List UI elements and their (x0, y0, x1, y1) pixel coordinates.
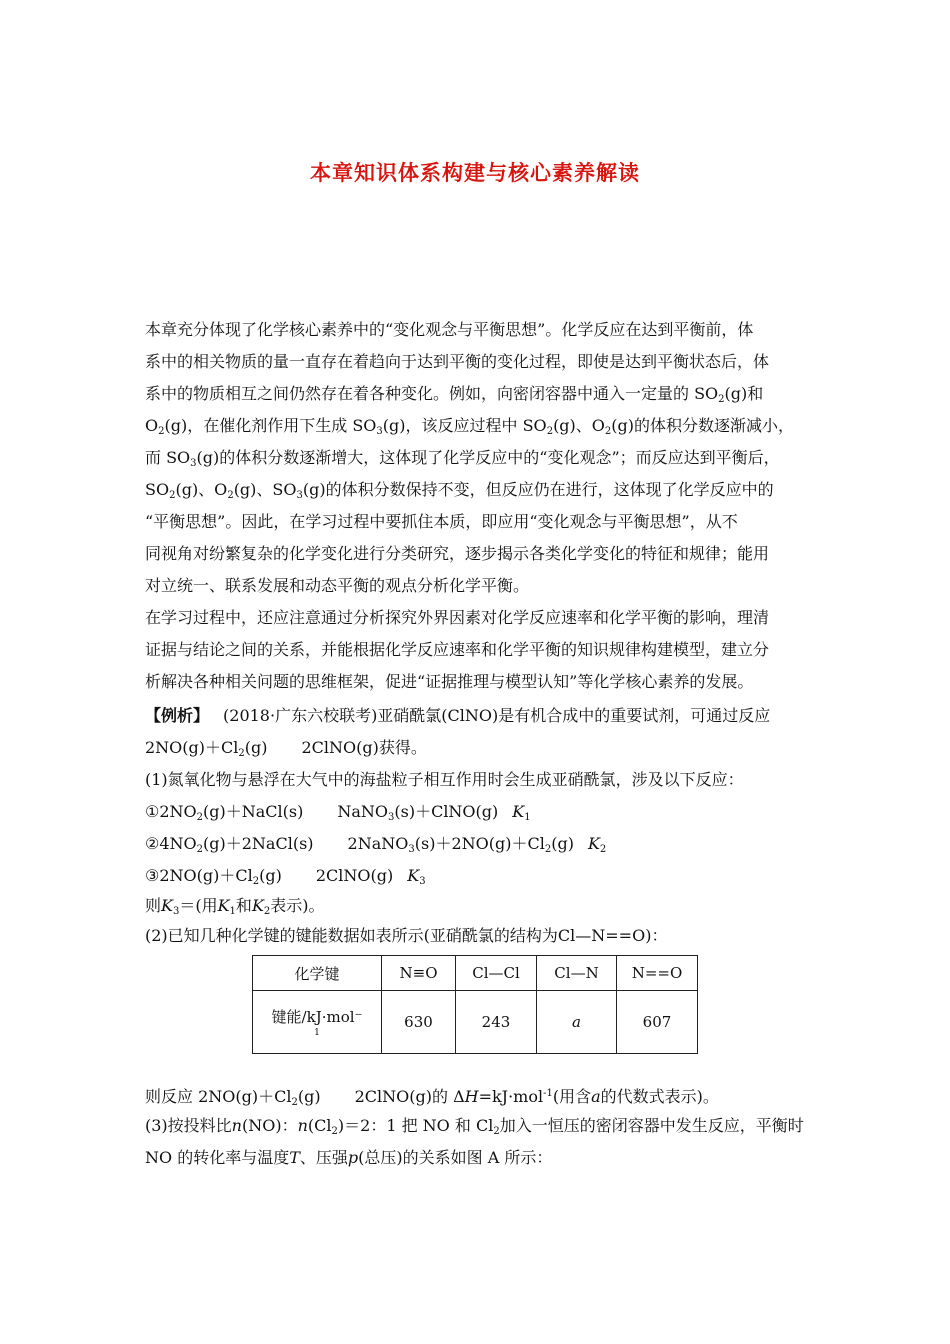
question-2: (2)已知几种化学键的键能数据如表所示(亚硝酰氯的结构为Cl—N==O)： (145, 926, 668, 945)
text-line: 系中的物质相互之间仍然存在着各种变化。例如，向密闭容器中通入一定量的 $SO_2(g)$和 (145, 384, 764, 405)
example-tag: 【例析】 (145, 706, 210, 725)
text-line: “平衡思想”。因此，在学习过程中要抓住本质，即应用“变化观念与平衡思想”，从不 (145, 512, 738, 531)
question-1-ask: 则$K_3=$(用$K_1$和$K_2$表示)。 (145, 896, 325, 917)
text-line: $O_2(g)$，在催化剂作用下生成 $SO_3(g)$，该反应过程中 $SO_2(g)$、$O_2(g)$的体积分数逐渐减小， (145, 416, 795, 437)
reaction-3: $③2NO(g)+Cl_2(g)$ 2ClNO(g) $K_3$ (145, 866, 426, 887)
table-header-cell: Cl—N (537, 956, 617, 991)
text-line: 系中的相关物质的量一直存在着趋向于达到平衡的变化过程，即使是达到平衡状态后，体 (145, 352, 770, 371)
table-cell: a (537, 991, 617, 1054)
text-line: 对立统一、联系发展和动态平衡的观点分析化学平衡。 (145, 576, 530, 595)
table-header-cell: N==O (617, 956, 698, 991)
table-cell: 630 (382, 991, 456, 1054)
question-3-cont: NO 的转化率与温度T、压强p(总压)的关系如图 A 所示： (145, 1148, 553, 1167)
text-line: $SO_2(g)$、$O_2(g)$、$SO_3(g)$的体积分数保持不变，但反应仍在进行，这体现了化学反应中的 (145, 480, 774, 501)
question-2-ask: 则反应 $2NO(g)+Cl_2(g)$ 2ClNO(g)的 ΔH=kJ·mol$^{-1}$(用含a的代数式表示)。 (145, 1087, 719, 1108)
text-line: 在学习过程中，还应注意通过分析探究外界因素对化学反应速率和化学平衡的影响，理清 (145, 608, 770, 627)
text-line: 析解决各种相关问题的思维框架，促进“证据推理与模型认知”等化学核心素养的发展。 (145, 672, 754, 691)
text-line: 本章充分体现了化学核心素养中的“变化观念与平衡思想”。化学反应在达到平衡前，体 (145, 320, 754, 339)
reaction-1: $①2NO_2(g)+NaCl(s)$ NaNO$_3$(s)＋ClNO(g) $K_1$ (145, 802, 531, 823)
text-line: 同视角对纷繁复杂的化学变化进行分类研究，逐步揭示各类化学变化的特征和规律；能用 (145, 544, 770, 563)
reaction-2: $②4NO_2(g)+2NaCl(s)$ $2NaNO_3(s)+2NO(g)+Cl_2(g)$ $K_2$ (145, 834, 607, 855)
table-row-label: 键能/kJ·mol⁻ 1 (253, 991, 382, 1054)
reaction-main: $2NO(g)+Cl_2(g)$ 2ClNO(g)获得。 (145, 738, 427, 759)
table-cell: 607 (617, 991, 698, 1054)
question-1: (1)氮氧化物与悬浮在大气中的海盐粒子相互作用时会生成亚硝酰氯，涉及以下反应： (145, 770, 744, 789)
question-3: (3)按投料比n(NO)：$n(Cl_2)=2$：1 把 NO 和 $Cl_2$加入一恒压的密闭容器中发生反应，平衡时 (145, 1116, 804, 1137)
page-title: 本章知识体系构建与核心素养解读 (310, 161, 640, 185)
table-header-cell: 化学键 (253, 956, 382, 991)
example-intro: 【例析】 (2018·广东六校联考)亚硝酰氯(ClNO)是有机合成中的重要试剂，可通过反应 (145, 706, 771, 725)
bond-energy-table (252, 955, 698, 1054)
text-line: 证据与结论之间的关系，并能根据化学反应速率和化学平衡的知识规律构建模型，建立分 (145, 640, 770, 659)
table-cell: 243 (456, 991, 537, 1054)
table-header-cell: N≡O (382, 956, 456, 991)
table-row (253, 991, 698, 1054)
table-header-row (253, 956, 698, 991)
text-line: 而 $SO_3(g)$的体积分数逐渐增大，这体现了化学反应中的“变化观念”；而反应达到平衡后， (145, 448, 780, 469)
table-header-cell: Cl—Cl (456, 956, 537, 991)
